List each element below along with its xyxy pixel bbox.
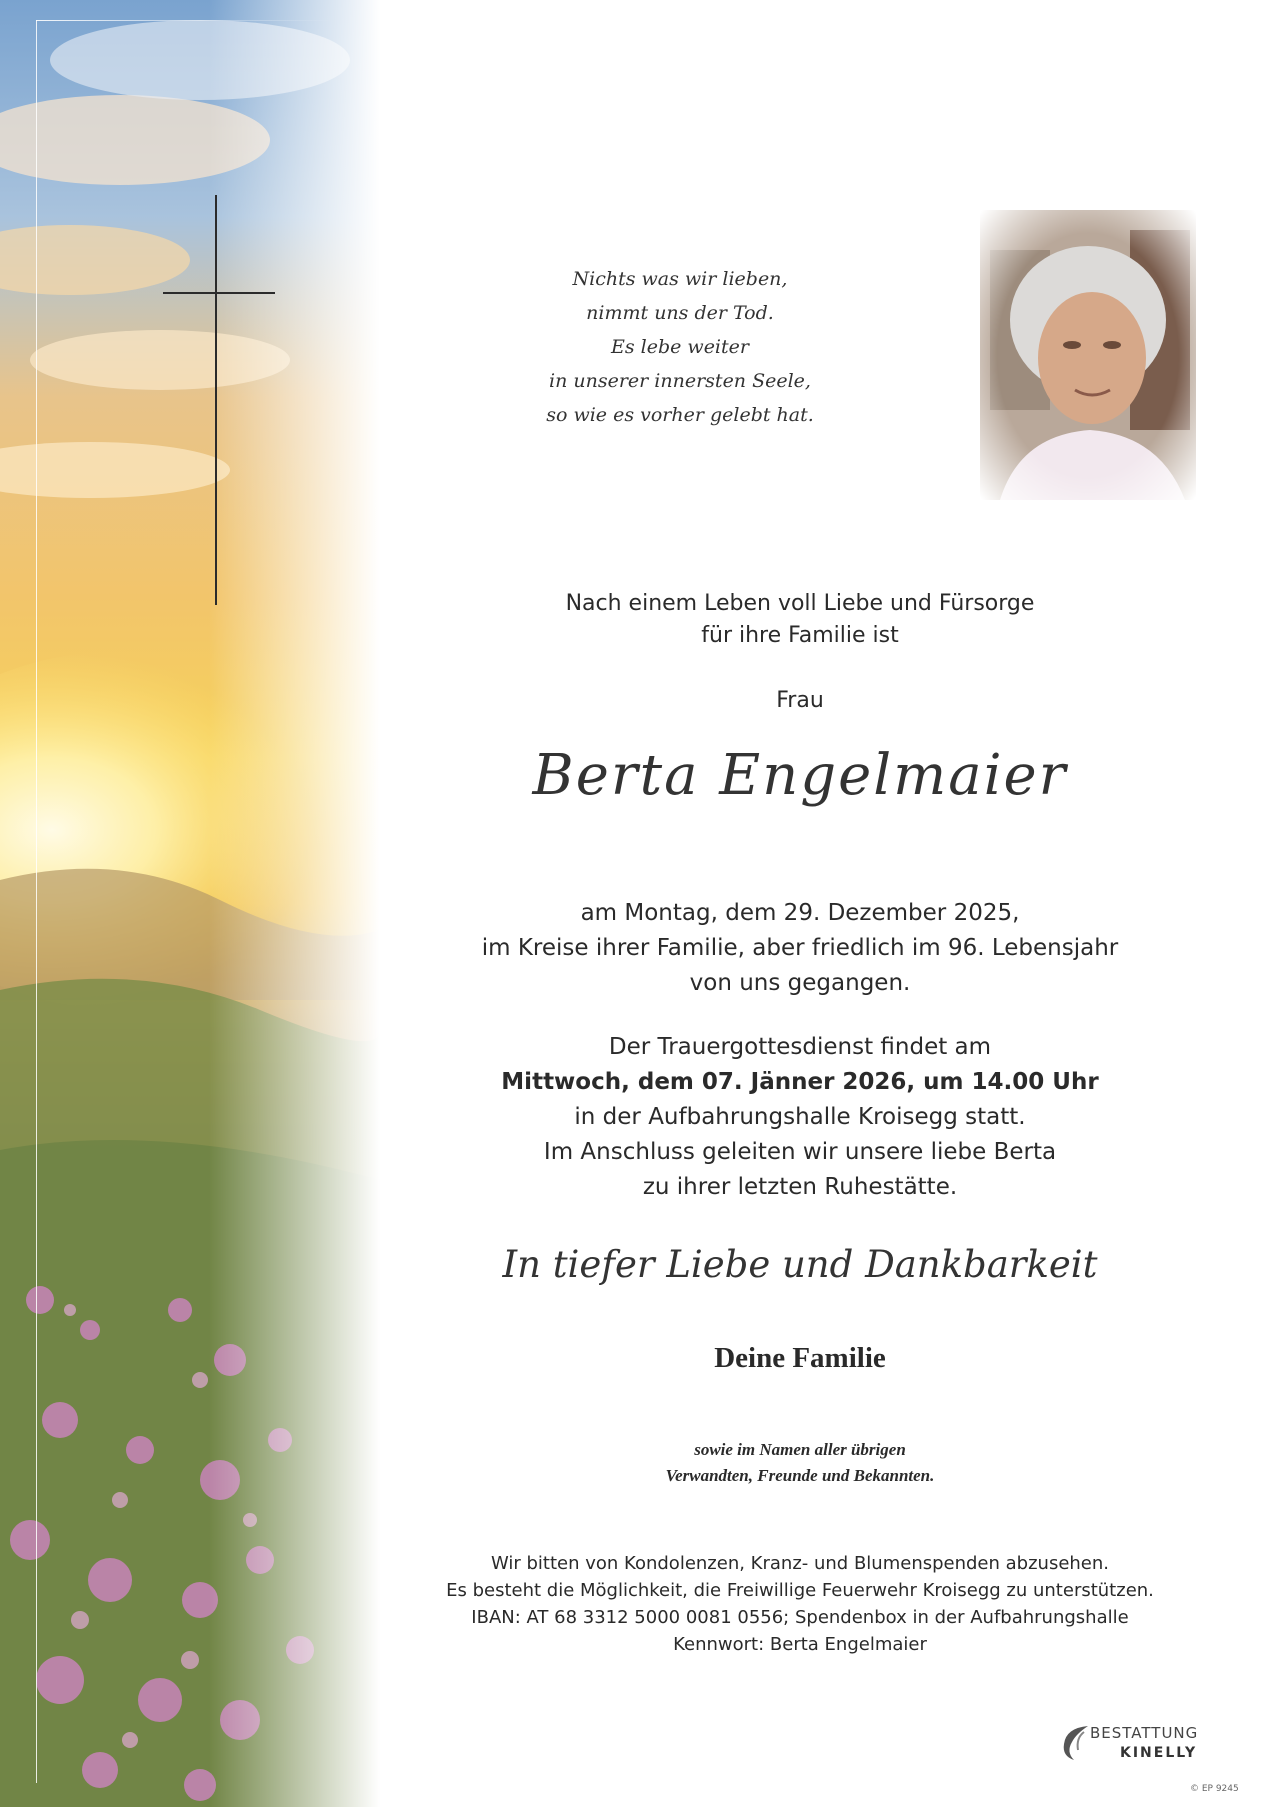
service-line: Der Trauergottesdienst findet am: [608, 1034, 992, 1060]
frame-top-line: [36, 20, 336, 21]
intro-text: [340, 588, 1260, 652]
frame-border-line: [36, 20, 37, 1783]
closing-phrase: In tiefer Liebe und Dankbarkeit: [502, 1243, 1098, 1286]
intro-line: für ihre Familie ist: [701, 623, 899, 648]
quote-line: so wie es vorher gelebt hat.: [546, 404, 814, 426]
notes-line: IBAN: AT 68 3312 5000 0081 0556; Spendenbox in der Aufbahrungshalle: [471, 1607, 1129, 1628]
service-line: Im Anschluss geleiten wir unsere liebe Berta: [543, 1139, 1057, 1165]
deceased-name: Berta Engelmaier: [532, 743, 1068, 808]
quote-line: in unserer innersten Seele,: [549, 370, 811, 392]
death-line: von uns gegangen.: [689, 970, 911, 996]
portrait-photo: [980, 210, 1196, 500]
funeral-service-info: [340, 1030, 1260, 1205]
relatives-line: sowie im Namen aller übrigen: [694, 1440, 906, 1459]
relatives-text: [340, 1437, 1260, 1489]
service-line: in der Aufbahrungshalle Kroisegg statt.: [574, 1104, 1026, 1130]
donation-notes: [340, 1550, 1260, 1658]
ep-code: © EP 9245: [1190, 1784, 1239, 1794]
cross-icon-horizontal: [163, 292, 275, 294]
logo-text-top: BESTATTUNG: [1090, 1724, 1199, 1742]
cross-icon-vertical: [215, 195, 217, 605]
service-line: zu ihrer letzten Ruhestätte.: [642, 1174, 958, 1200]
intro-line: Nach einem Leben voll Liebe und Fürsorge: [565, 591, 1035, 616]
quote-line: Nichts was wir lieben,: [572, 268, 788, 290]
quote-line: Es lebe weiter: [611, 336, 749, 358]
dove-icon: [1058, 1722, 1092, 1762]
salutation: Frau: [776, 688, 824, 713]
funeral-home-logo: [1050, 1718, 1230, 1768]
logo-text-bottom: KINELLY: [1120, 1745, 1198, 1761]
death-line: am Montag, dem 29. Dezember 2025,: [580, 900, 1020, 926]
service-date: Mittwoch, dem 07. Jänner 2026, um 14.00 Uhr: [501, 1069, 1099, 1095]
notes-line: Es besteht die Möglichkeit, die Freiwillige Feuerwehr Kroisegg zu unterstützen.: [446, 1580, 1154, 1601]
notes-line: Wir bitten von Kondolenzen, Kranz- und Blumenspenden abzusehen.: [490, 1553, 1110, 1574]
signature: Deine Familie: [714, 1342, 886, 1374]
relatives-line: Verwandten, Freunde und Bekannten.: [665, 1466, 935, 1485]
death-line: im Kreise ihrer Familie, aber friedlich im 96. Lebensjahr: [481, 935, 1119, 961]
death-notice: [340, 896, 1260, 1001]
notes-line: Kennwort: Berta Engelmaier: [673, 1634, 927, 1655]
quote-line: nimmt uns der Tod.: [586, 302, 774, 324]
memorial-quote: [470, 262, 890, 432]
landscape-image: [0, 0, 380, 1807]
